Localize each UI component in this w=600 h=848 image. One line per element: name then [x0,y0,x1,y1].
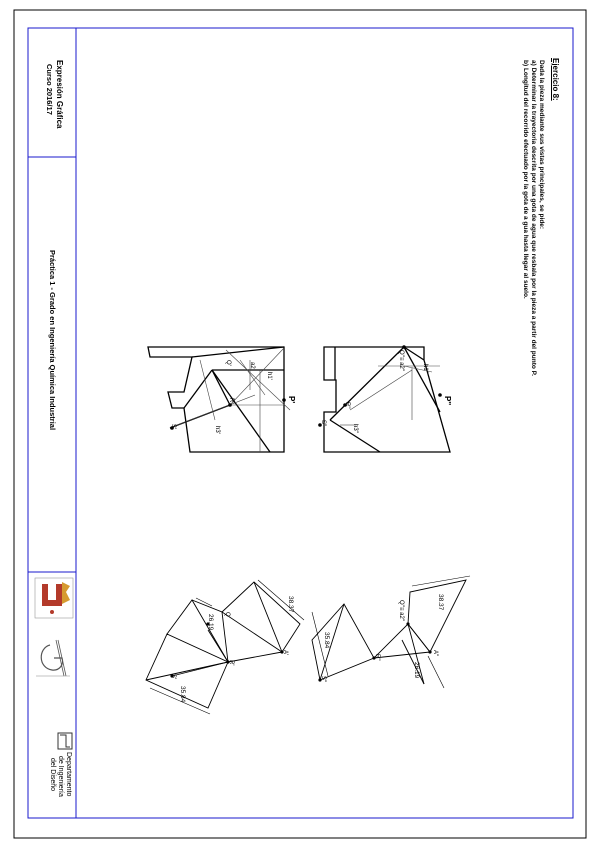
label-s1-unfold: S' [170,674,176,680]
label-q1: Q' [225,360,231,366]
label-a1-unfold: A' [282,650,288,656]
view-plan [324,347,450,452]
label-q2-unfold: Q''≡ a2'' [398,600,404,622]
label-q2: Q''≡ a2'' [398,350,404,372]
subject-title: Expresión Gráfica [55,60,64,129]
unfold-left-dimension-lines [150,580,304,714]
university-logo [35,578,73,618]
exercise-part-b: b) Longitud del recorrido efectuado por la gota de a gua hasta llegar al suelo. [522,60,529,299]
unfold-left [146,582,300,708]
label-r2-unfold: R'' [374,654,380,661]
label-a2: a2 [249,362,255,369]
label-p1: P' [287,396,296,404]
dim-35-84-right: 35.84 [323,632,330,649]
label-q1-unfold: Q' [224,612,230,618]
label-s1: S' [170,424,176,430]
plan-points [318,345,442,427]
dim-26-19-left: 26.19 [207,614,214,631]
label-h3: h3' [214,426,220,434]
label-h1: h1' [266,372,272,380]
unfold-right-dimension-lines [312,576,470,688]
label-p2: P'' [443,396,452,406]
department-line-3: del Diseño [49,758,56,792]
ga-emblem [36,640,70,676]
department-logo [58,733,72,749]
label-s2: S'' [320,420,326,427]
dim-35-84-left: 35.84 [179,686,186,703]
dim-26-19-right: 26.19 [413,662,420,679]
practice-title: Práctica 1 - Grado en Ingeniería Química Industrial [48,250,57,431]
label-h3b: h3'' [352,424,358,433]
department-line-1: Departamento [65,752,72,797]
unfold-points [170,622,431,681]
outer-border [14,10,586,838]
label-s2-unfold: S'' [320,676,326,683]
dim-38-37-left: 38.37 [287,596,294,613]
course-year: Curso 2016/17 [45,64,54,115]
label-r2: R'' [344,402,350,409]
exercise-intro: Dada la pieza mediante sus vistas principales, se pide: [538,60,545,230]
view-elevation [148,347,284,452]
drawing-frame [28,28,573,818]
department-line-2: de Ingeniería [57,756,64,797]
label-r1: R' [228,398,234,404]
exercise-heading: Ejercicio 8: [551,58,560,101]
label-h1b: h1'' [422,364,428,373]
dim-38-37-right: 38.37 [437,594,444,611]
label-a2-unfold: A'' [432,650,438,657]
exercise-part-a: a) Determinar la trayectoria descrita por una gota de agua que resbala por la pieza a partir del punto P. [530,60,537,376]
label-r1-unfold: R' [228,660,234,666]
